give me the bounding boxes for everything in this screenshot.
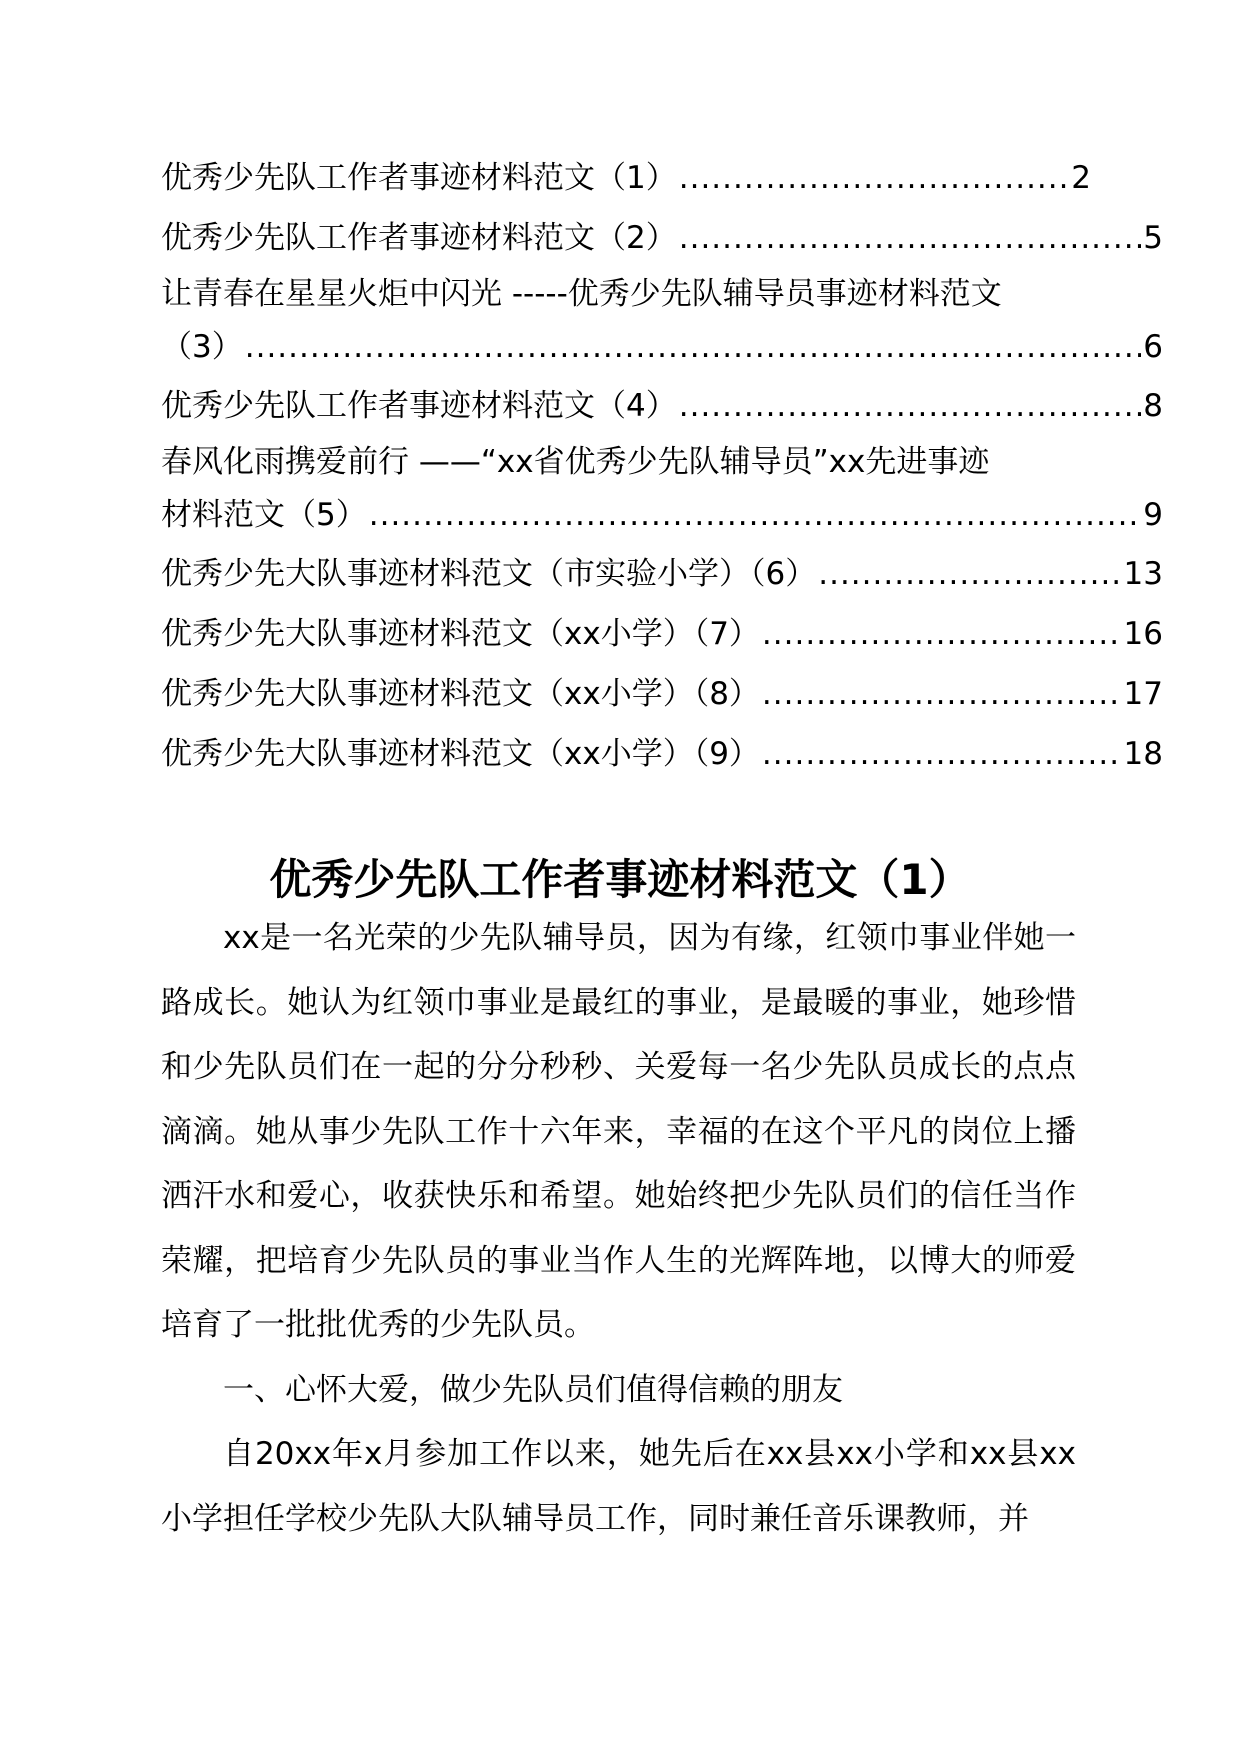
toc-line <box>161 544 1163 604</box>
toc-leader-dots <box>818 544 1121 604</box>
toc-line <box>161 148 1091 208</box>
toc-entry-title: 优秀少先队工作者事迹材料范文（2） <box>161 220 677 256</box>
toc-page-number: 18 <box>1123 736 1163 772</box>
document-title: 优秀少先队工作者事迹材料范文（1） <box>269 855 971 905</box>
toc-entry[interactable] <box>161 724 1163 784</box>
toc-entry[interactable] <box>161 268 1163 374</box>
toc-page-number: 13 <box>1123 556 1163 592</box>
toc-entry-title: 优秀少先大队事迹材料范文（xx小学）（8） <box>161 676 760 712</box>
toc-entry-title-continued: （3） <box>161 329 243 365</box>
toc-line <box>161 724 1163 784</box>
toc-entry-title: 优秀少先队工作者事迹材料范文（1） <box>161 160 677 196</box>
toc-entry[interactable] <box>161 436 1163 542</box>
toc-entry[interactable] <box>161 376 1163 436</box>
toc-leader-dots <box>679 376 1142 436</box>
toc-entry-title: 优秀少先大队事迹材料范文（xx小学）（7） <box>161 616 760 652</box>
toc-page-number: 2 <box>1071 160 1091 196</box>
toc-page-number: 5 <box>1143 220 1163 256</box>
toc-leader-dots <box>679 148 1070 208</box>
toc-entry-title: 优秀少先大队事迹材料范文（xx小学）（9） <box>161 736 760 772</box>
toc-entry[interactable] <box>161 604 1163 664</box>
toc-entry[interactable] <box>161 544 1163 604</box>
toc-line <box>161 664 1163 724</box>
toc-entry-title: 优秀少先队工作者事迹材料范文（4） <box>161 388 677 424</box>
toc-leader-dots <box>679 208 1142 268</box>
toc-entry[interactable] <box>161 208 1163 268</box>
toc-page-number: 8 <box>1143 388 1163 424</box>
toc-entry-title: 让青春在星星火炬中闪光 -----优秀少先队辅导员事迹材料范文 <box>161 276 1002 312</box>
toc-entry-title: 春风化雨携爱前行 ——“xx省优秀少先队辅导员”xx先进事迹 <box>161 444 990 480</box>
toc-line <box>161 488 1163 542</box>
toc-leader-dots <box>369 488 1142 542</box>
body-paragraph: xx是一名光荣的少先队辅导员，因为有缘，红领巾事业伴她一路成长。她认为红领巾事业是最红的事业，是最暖的事业，她珍惜和少先队员们在一起的分分秒秒、关爱每一名少先队员成长的点点滴滴。她从事少先队工作十六年来，幸福的在这个平凡的岗位上播洒汗水和爱心，收获快乐和希望。她始终把少先队员们的信任当作荣耀，把培育少先队员的事业当作人生的光辉阵地，以博大的师爱培育了一批批优秀的少先队员。 <box>161 920 1076 1343</box>
toc-entry[interactable] <box>161 664 1163 724</box>
toc-leader-dots <box>762 604 1122 664</box>
toc-leader-dots <box>245 320 1142 374</box>
toc-leader-dots <box>762 724 1122 784</box>
table-of-contents <box>161 148 1163 784</box>
section-heading: 一、心怀大爱，做少先队员们值得信赖的朋友 <box>223 1371 843 1408</box>
toc-entry[interactable] <box>161 148 1163 208</box>
document-body <box>161 906 1076 1551</box>
toc-line <box>161 208 1163 268</box>
toc-line <box>161 320 1163 374</box>
toc-page-number: 6 <box>1143 329 1163 365</box>
toc-entry-title: 优秀少先大队事迹材料范文（市实验小学）（6） <box>161 556 817 592</box>
toc-line <box>161 604 1163 664</box>
body-paragraph: 自20xx年x月参加工作以来，她先后在xx县xx小学和xx县xx小学担任学校少先队大队辅导员工作，同时兼任音乐课教师，并 <box>161 1436 1076 1537</box>
toc-line <box>161 376 1163 436</box>
toc-page-number: 17 <box>1123 676 1163 712</box>
toc-leader-dots <box>762 664 1122 724</box>
toc-page-number: 16 <box>1123 616 1163 652</box>
toc-page-number: 9 <box>1143 497 1163 533</box>
toc-entry-title-continued: 材料范文（5） <box>161 497 367 533</box>
